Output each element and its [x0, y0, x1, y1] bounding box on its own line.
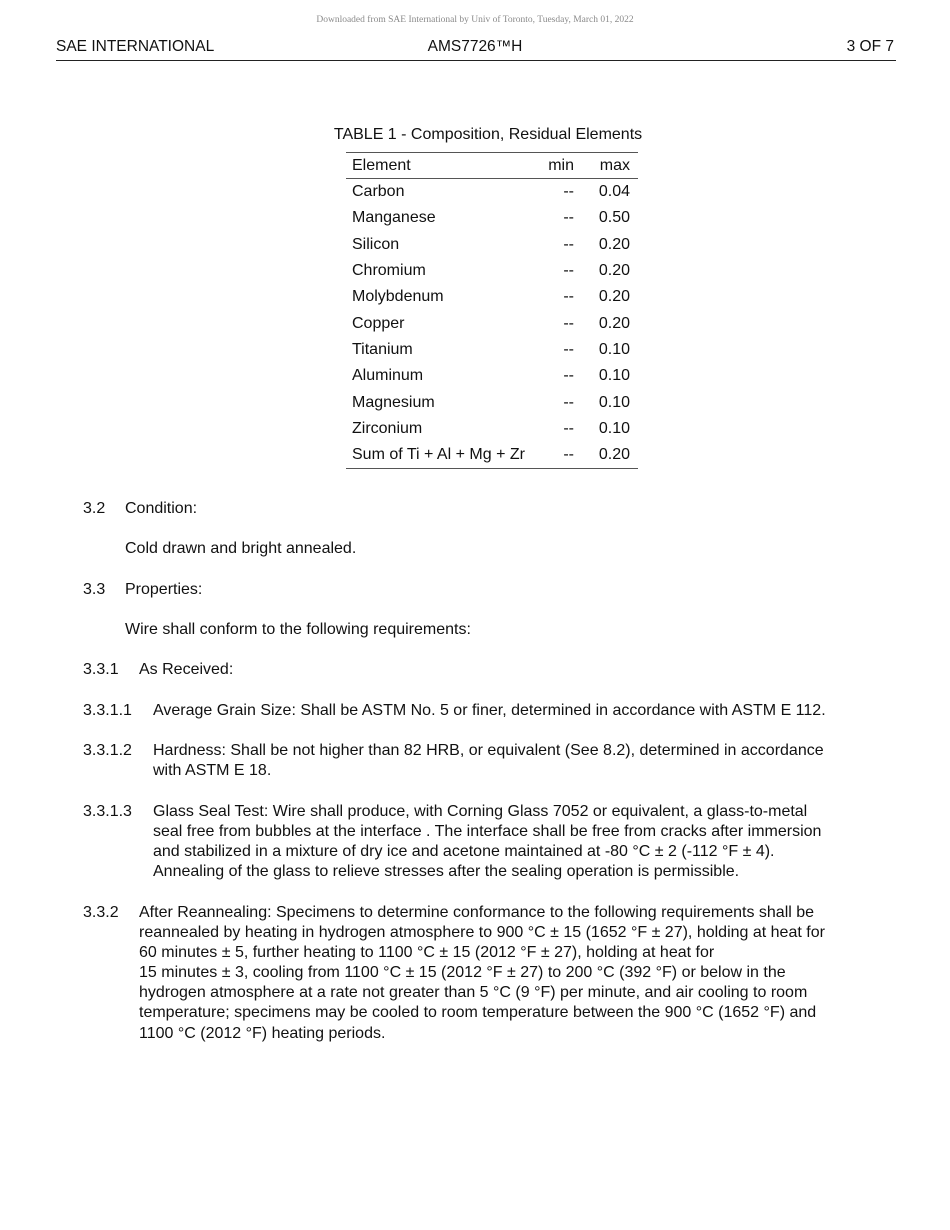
glass-seal-text-line: seal free from bubbles at the interface . The interface shall be free from cracks after immersion — [153, 823, 822, 840]
column-header-element: Element — [346, 153, 548, 179]
element-cell: Sum of Ti + Al + Mg + Zr — [346, 442, 548, 469]
grain-size-text: Average Grain Size: Shall be ASTM No. 5 or finer, determined in accordance with ASTM E 112. — [153, 702, 826, 719]
section-title-properties: Properties: — [125, 581, 203, 598]
table-row — [346, 416, 638, 442]
section-number-3-3-1: 3.3.1 — [83, 661, 119, 678]
table-row — [346, 337, 638, 363]
table-row — [346, 310, 638, 336]
min-cell: -- — [548, 442, 574, 469]
min-cell: -- — [563, 183, 574, 201]
element-cell: Silicon — [352, 235, 400, 253]
element-cell: Carbon — [352, 183, 405, 201]
reannealing-text-line: 1100 °C (2012 °F) heating periods. — [139, 1025, 386, 1042]
max-cell: 0.20 — [598, 235, 630, 253]
section-title-as-received: As Received: — [139, 661, 234, 678]
max-cell: 0.10 — [598, 393, 630, 411]
max-cell: 0.20 — [598, 314, 630, 332]
reannealing-text-line: hydrogen atmosphere at a rate not greater than 5 °C (9 °F) per minute, and air cooling to room — [139, 984, 808, 1001]
min-cell: -- — [563, 340, 574, 358]
composition-table — [346, 152, 638, 469]
header-page-number: 3 OF 7 — [846, 38, 894, 55]
column-header-min: min — [548, 153, 574, 179]
glass-seal-text-line: Glass Seal Test: Wire shall produce, with Corning Glass 7052 or equivalent, a glass-to-metal — [153, 803, 808, 820]
section-number-3-2: 3.2 — [83, 500, 106, 517]
table-row — [346, 179, 638, 206]
section-number-3-3-2: 3.3.2 — [83, 904, 119, 921]
min-cell: -- — [563, 235, 574, 253]
section-number-3-3-1-1: 3.3.1.1 — [83, 702, 132, 719]
glass-seal-text-line: and stabilized in a mixture of dry ice and acetone maintained at -80 °C ± 2 (-112 °F ± 4). — [153, 843, 775, 860]
table-row — [346, 442, 638, 469]
max-cell: 0.50 — [598, 209, 630, 227]
table-row — [346, 363, 638, 389]
element-cell: Zirconium — [352, 419, 423, 437]
hardness-text-line: with ASTM E 18. — [153, 762, 272, 779]
max-cell: 0.10 — [598, 340, 630, 358]
header-document-id: AMS7726™H — [427, 38, 523, 55]
element-cell: Chromium — [352, 262, 426, 280]
max-cell: 0.10 — [598, 419, 630, 437]
element-cell: Aluminum — [352, 367, 424, 385]
reannealing-text-line: 60 minutes ± 5, further heating to 1100 °C ± 15 (2012 °F ± 27), holding at heat for — [139, 944, 715, 961]
reannealing-text-line: After Reannealing: Specimens to determine conformance to the following requirements shall be — [139, 904, 815, 921]
max-cell: 0.20 — [598, 262, 630, 280]
min-cell: -- — [563, 314, 574, 332]
condition-text: Cold drawn and bright annealed. — [125, 540, 357, 557]
table-caption: TABLE 1 - Composition, Residual Elements — [333, 126, 643, 143]
column-header-max: max — [574, 153, 638, 179]
element-cell: Molybdenum — [352, 288, 444, 306]
min-cell: -- — [563, 262, 574, 280]
element-cell: Magnesium — [352, 393, 435, 411]
table-header-row — [346, 153, 638, 179]
section-number-3-3: 3.3 — [83, 581, 106, 598]
element-cell: Copper — [352, 314, 405, 332]
section-title-condition: Condition: — [125, 500, 198, 517]
table-row — [346, 389, 638, 415]
table-row — [346, 284, 638, 310]
max-cell: 0.20 — [598, 288, 630, 306]
section-number-3-3-1-3: 3.3.1.3 — [83, 803, 132, 820]
min-cell: -- — [563, 367, 574, 385]
max-cell: 0.10 — [598, 367, 630, 385]
glass-seal-text-line: Annealing of the glass to relieve stresses after the sealing operation is permissible. — [153, 863, 740, 880]
page-header — [56, 38, 896, 61]
properties-text: Wire shall conform to the following requirements: — [125, 621, 471, 638]
min-cell: -- — [563, 419, 574, 437]
reannealing-text-line: temperature; specimens may be cooled to room temperature between the 900 °C (1652 °F) and — [139, 1004, 817, 1021]
section-number-3-3-1-2: 3.3.1.2 — [83, 742, 132, 759]
download-watermark: Downloaded from SAE International by Univ of Toronto, Tuesday, March 01, 2022 — [316, 15, 634, 25]
table-row — [346, 232, 638, 258]
hardness-text-line: Hardness: Shall be not higher than 82 HRB, or equivalent (See 8.2), determined in accordance — [153, 742, 824, 759]
table-row — [346, 258, 638, 284]
element-cell: Manganese — [352, 209, 436, 227]
table-row — [346, 205, 638, 231]
reannealing-text-line: 15 minutes ± 3, cooling from 1100 °C ± 15 (2012 °F ± 27) to 200 °C (392 °F) or below in the — [139, 964, 786, 981]
min-cell: -- — [563, 393, 574, 411]
reannealing-text-line: reannealed by heating in hydrogen atmosphere to 900 °C ± 15 (1652 °F ± 27), holding at heat for — [139, 924, 825, 941]
element-cell: Titanium — [352, 340, 413, 358]
max-cell: 0.04 — [598, 183, 630, 201]
min-cell: -- — [563, 288, 574, 306]
max-cell: 0.20 — [574, 442, 638, 469]
header-organization: SAE INTERNATIONAL — [56, 38, 215, 55]
min-cell: -- — [563, 209, 574, 227]
